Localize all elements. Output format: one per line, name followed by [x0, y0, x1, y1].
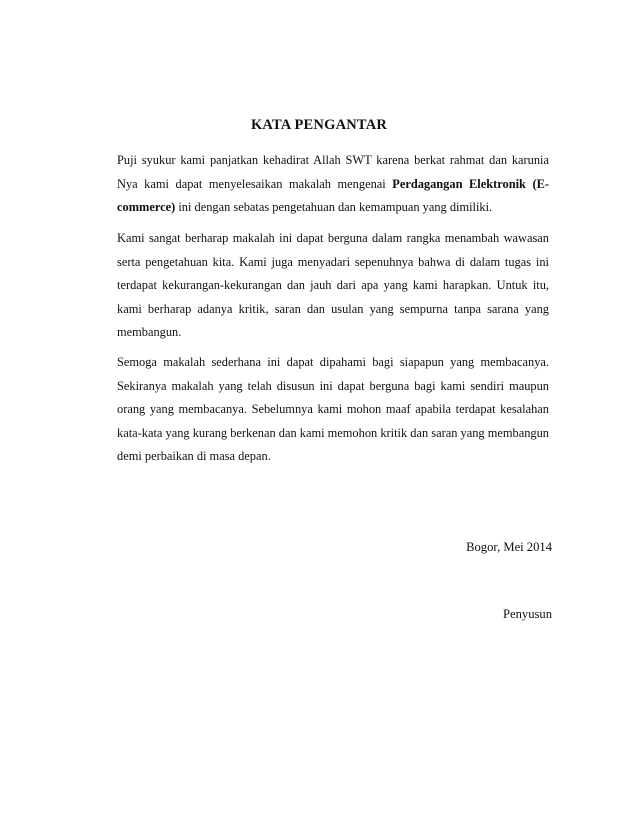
- paragraph-1-bold-topic: Perdagangan Elektronik (E-commerce): [117, 176, 549, 215]
- paragraph-2: Kami sangat berharap makalah ini dapat berguna dalam rangka menambah wawasan serta pengetahuan kita. Kami juga menyadari sepenuhnya bahwa di dalam tugas ini terdapat kekurangan-kekurangan dan jauh dari apa yang kami harapkan. Untuk itu, kami berharap adanya kritik, saran dan usulan yang sempurna tanpa sarana yang membangun.: [117, 231, 549, 340]
- paragraph-1-text-end: ini dengan sebatas pengetahuan dan kemampuan yang dimiliki.: [175, 200, 493, 215]
- paragraph-3: Semoga makalah sederhana ini dapat dipahami bagi siapapun yang membacanya. Sekiranya makalah yang telah disusun ini dapat berguna bagi kami sendiri maupun orang yang membacanya. Sebelumnya kami mohon maaf apabila terdapat kesalahan kata-kata yang kurang berkenan dan kami memohon kritik dan saran yang membangun demi perbaikan di masa depan.: [117, 355, 549, 464]
- place-and-date: Bogor, Mei 2014: [466, 540, 552, 554]
- author-signature: Penyusun: [503, 607, 552, 621]
- page-title: KATA PENGANTAR: [250, 117, 388, 133]
- paragraph-1-text-start: Puji syukur kami panjatkan kehadirat Allah SWT karena berkat rahmat dan karunia Nya kami dapat menyelesaikan makalah mengenai: [117, 153, 549, 191]
- paragraph-1: [117, 149, 549, 220]
